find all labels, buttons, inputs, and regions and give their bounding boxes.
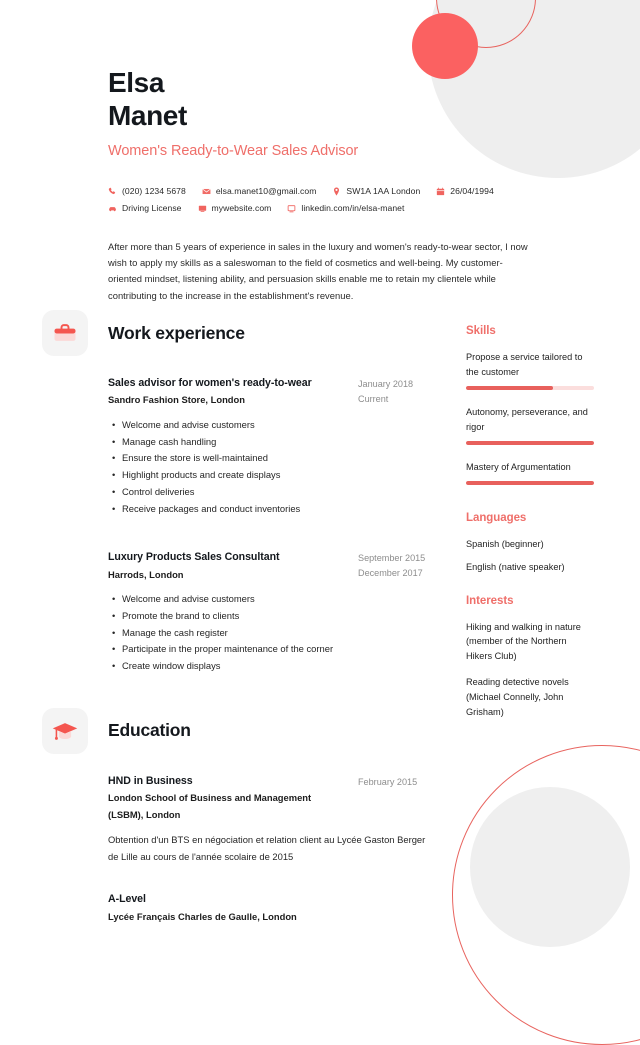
languages-title: Languages [466,511,527,524]
contact-location-text: SW1A 1AA London [346,186,421,196]
work-entry-date-end: Current [358,393,389,404]
education-entry [108,774,450,865]
interests-title: Interests [466,594,514,607]
contact-block [108,186,548,220]
decorative-outline-circle-top [436,0,536,48]
contact-birthdate-text: 26/04/1994 [450,186,494,196]
decorative-outline-arc-bottom [452,745,640,1045]
contact-row-1 [108,186,548,196]
work-entry-top [108,550,450,582]
education-entry [108,892,450,924]
skill-item [466,460,594,485]
education-entry-left [108,892,358,924]
work-entry-date-start: January 2018 [358,379,414,389]
contact-email-text: elsa.manet10@gmail.com [215,186,317,196]
spacer [466,500,594,512]
job-title: Women's Ready-to-Wear Sales Advisor [108,143,359,160]
briefcase-icon [42,310,88,356]
list-item: • Highlight products and create displays [112,467,450,484]
contact-row-2 [108,203,548,213]
work-entry-top [108,376,450,408]
sidebar [466,325,594,731]
linkedin-icon [287,204,296,213]
spacer [466,583,594,595]
education-entry-school-line1: London School of Business and Management [108,792,312,804]
language-item: Spanish (beginner) [466,538,544,549]
skill-item [466,350,594,390]
list-item: • Welcome and advise customers [112,417,450,434]
contact-phone [108,186,186,196]
last-name: Manet [108,100,187,132]
spacer [42,870,450,892]
first-name: Elsa [108,67,164,98]
language-item: English (native speaker) [466,561,565,572]
decorative-gray-circle-bottom [470,787,630,947]
work-entry [108,550,450,675]
spacer [42,680,450,708]
education-header [42,708,450,754]
contact-driving-license [108,203,182,213]
list-item: • Manage the cash register [112,625,450,642]
work-entry-org: Harrods, London [108,568,184,580]
list-item: • Manage cash handling [112,434,450,451]
education-entry-top [108,774,450,823]
work-entry-date-end: December 2017 [358,568,423,579]
work-entry-org: Sandro Fashion Store, London [108,394,245,406]
list-item: • Control deliveries [112,484,450,501]
work-entry-role: Sales advisor for women's ready-to-wear [108,377,312,389]
contact-linkedin-text: linkedin.com/in/elsa-manet [301,203,405,213]
education-entry-school-line1: Lycée Français Charles de Gaulle, London [108,910,297,922]
work-entry-dates [358,550,450,580]
education-entry-note: Obtention d'un BTS en négociation et relation client au Lycée Gaston Berger de Lille au cours de l'année scolaire de 2015 [108,834,426,862]
interest-item: Reading detective novels (Michael Connelly, John Grisham) [466,677,569,718]
education-entry-top [108,892,450,924]
list-item: • Ensure the store is well-maintained [112,450,450,467]
contact-birthdate [436,186,494,196]
skill-bar-fill [466,481,594,484]
education-entry-degree: A-Level [108,893,146,906]
skill-label: Propose a service tailored to the customer [466,352,583,377]
main-column [42,310,450,929]
work-entry-date-start: September 2015 [358,553,426,564]
list-item: • Welcome and advise customers [112,591,450,608]
profile-summary: After more than 5 years of experience in sales in the luxury and women's ready-to-wear sector, I now wish to apply my skills as a saleswoman to the field of cosmetics and well-being. My customer-oriented mindset, listening ability, and persuasion skills enable me to retain my clientele while contributing to the increase in the establishment's revenue. [108,241,528,301]
contact-website-text: mywebsite.com [211,203,272,213]
skill-item [466,405,594,445]
resume-header [108,66,548,159]
education-entry-dates [358,892,450,893]
contact-email [202,186,317,196]
location-pin-icon [332,187,341,196]
phone-icon [108,187,117,196]
work-entry-bullets [112,591,450,675]
skill-bar-fill [466,386,553,389]
skills-title: Skills [466,325,496,337]
list-item: • Promote the brand to clients [112,608,450,625]
contact-phone-text: (020) 1234 5678 [122,186,186,196]
education-entry-degree: HND in Business [108,774,193,787]
contact-location [332,186,420,196]
graduation-cap-icon [42,708,88,754]
education-entry-left [108,774,358,823]
list-item: • Create window displays [112,658,450,675]
email-icon [202,187,211,196]
contact-linkedin[interactable] [287,203,404,213]
education-entry-dates [358,774,450,790]
skill-bar [466,481,594,484]
calendar-icon [436,187,445,196]
skill-bar [466,386,594,389]
spacer [42,522,450,550]
interest-item: Hiking and walking in nature (member of the Northern Hikers Club) [466,621,581,662]
work-entry-dates [358,376,450,406]
list-item: • Participate in the proper maintenance of the corner [112,641,450,658]
work-entry [108,376,450,517]
work-entry-bullets [112,417,450,517]
skill-label: Autonomy, perseverance, and rigor [466,406,588,432]
skill-bar [466,441,594,444]
work-entry-role: Luxury Products Sales Consultant [108,551,280,564]
work-experience-header [42,310,450,356]
list-item: • Receive packages and conduct inventories [112,501,450,518]
globe-icon [198,204,207,213]
work-entry-left [108,550,358,582]
contact-website[interactable] [198,203,272,213]
work-experience-title: Work experience [108,322,245,343]
education-entry-school-line2: (LSBM), London [108,808,181,820]
work-entry-left [108,376,358,408]
skill-bar-fill [466,441,594,444]
skill-label: Mastery of Argumentation [466,461,571,472]
education-title: Education [108,720,191,741]
contact-driving-license-text: Driving License [122,203,182,213]
car-icon [108,204,117,213]
education-entry-date: February 2015 [358,776,418,787]
